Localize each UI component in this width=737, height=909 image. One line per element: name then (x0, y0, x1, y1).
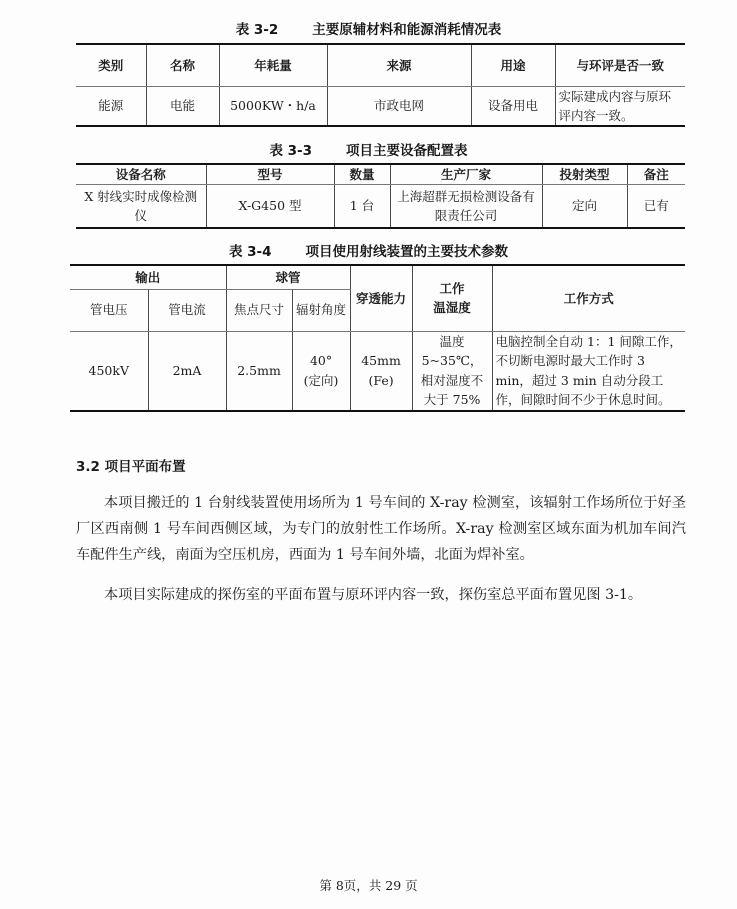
table-cell: 电能 (146, 86, 219, 126)
header-cell: 备注 (627, 164, 685, 185)
page-footer: 第 8页，共 29 页 (319, 878, 418, 893)
header-cell: 型号 (206, 164, 334, 185)
table-cell: X-G450 型 (206, 185, 334, 228)
table-row (70, 331, 685, 411)
table-cell: 上海超群无损检测设备有限责任公司 (390, 185, 542, 228)
table-row (76, 86, 685, 126)
table-header-row (76, 44, 685, 86)
header-cell: 来源 (327, 44, 471, 86)
header-cell-focus: 焦点尺寸 (226, 289, 292, 331)
table-number: 表 3-3 (269, 143, 313, 159)
cell-line: 40° (309, 353, 333, 369)
header-cell-current: 管电流 (148, 289, 226, 331)
header-cell-angle: 辐射角度 (292, 289, 350, 331)
table-number: 表 3-4 (228, 244, 272, 260)
header-cell-work-conditions (412, 265, 492, 331)
table-cell: 450kV (70, 331, 148, 411)
table-header-row (70, 265, 685, 289)
table-3-4 (70, 264, 685, 412)
table-header-row (76, 164, 685, 185)
table-cell: 1 台 (334, 185, 390, 228)
header-cell: 用途 (471, 44, 555, 86)
table-3-2 (76, 43, 685, 127)
table-cell: 5000KW・h/a (219, 86, 327, 126)
table-cell-angle (292, 331, 350, 411)
table-cell: 能源 (76, 86, 146, 126)
table-cell: 定向 (542, 185, 627, 228)
table-cell: 电脑控制全自动 1：1 间隙工作，不切断电源时最大工作时 3 min，超过 3 min 自动分段工作，间隙时间不少于休息时间。 (492, 331, 685, 411)
table-cell: 2mA (148, 331, 226, 411)
table-3-4-caption (0, 240, 737, 260)
table-cell: 2.5mm (226, 331, 292, 411)
table-3-3-caption (0, 139, 737, 159)
table-row (76, 185, 685, 228)
table-cell: X 射线实时成像检测仪 (76, 185, 206, 228)
header-cell: 数量 (334, 164, 390, 185)
table-cell: 已有 (627, 185, 685, 228)
header-cell-tube: 球管 (226, 265, 350, 289)
header-cell-output: 输出 (70, 265, 226, 289)
header-cell: 年耗量 (219, 44, 327, 86)
header-line: 工作 (439, 280, 465, 296)
header-cell: 名称 (146, 44, 219, 86)
table-3-3 (76, 163, 685, 229)
header-line: 温湿度 (433, 300, 471, 316)
header-cell: 类别 (76, 44, 146, 86)
table-cell: 市政电网 (327, 86, 471, 126)
header-cell: 设备名称 (76, 164, 206, 185)
header-cell-voltage: 管电压 (70, 289, 148, 331)
table-title: 主要原辅材料和能源消耗情况表 (312, 22, 502, 38)
header-cell: 生产厂家 (390, 164, 542, 185)
table-3-2-caption (0, 18, 737, 38)
paragraph: 本项目实际建成的探伤室的平面布置与原环评内容一致，探伤室总平面布置见图 3-1。 (104, 587, 643, 603)
header-cell-penetration: 穿透能力 (350, 265, 412, 331)
table-cell: 温度 5~35℃，相对湿度不大于 75% (412, 331, 492, 411)
table-number: 表 3-2 (235, 22, 279, 38)
header-cell: 与环评是否一致 (555, 44, 685, 86)
table-title: 项目主要设备配置表 (346, 143, 468, 159)
paragraph: 本项目搬迁的 1 台射线装置使用场所为 1 号车间的 X-ray 检测室，该辐射工作场所位于好圣厂区西南侧 1 号车间西侧区域，为专门的放射性工作场所。X-ray 检测室区域东面为机加车间汽车配件生产线，南面为空压机房，西面为 1 号车间外墙，北面为焊补室。 (76, 495, 686, 563)
cell-line: (定向) (303, 372, 339, 388)
table-title: 项目使用射线装置的主要技术参数 (305, 244, 509, 260)
table-cell: 设备用电 (471, 86, 555, 126)
section-heading: 3.2 项目平面布置 (76, 459, 186, 475)
table-cell: 实际建成内容与原环评内容一致。 (555, 86, 685, 126)
header-cell: 投射类型 (542, 164, 627, 185)
header-cell-work-mode: 工作方式 (492, 265, 685, 331)
cell-line: 45mm (361, 353, 401, 369)
table-cell-penetration (350, 331, 412, 411)
cell-line: (Fe) (368, 372, 394, 388)
